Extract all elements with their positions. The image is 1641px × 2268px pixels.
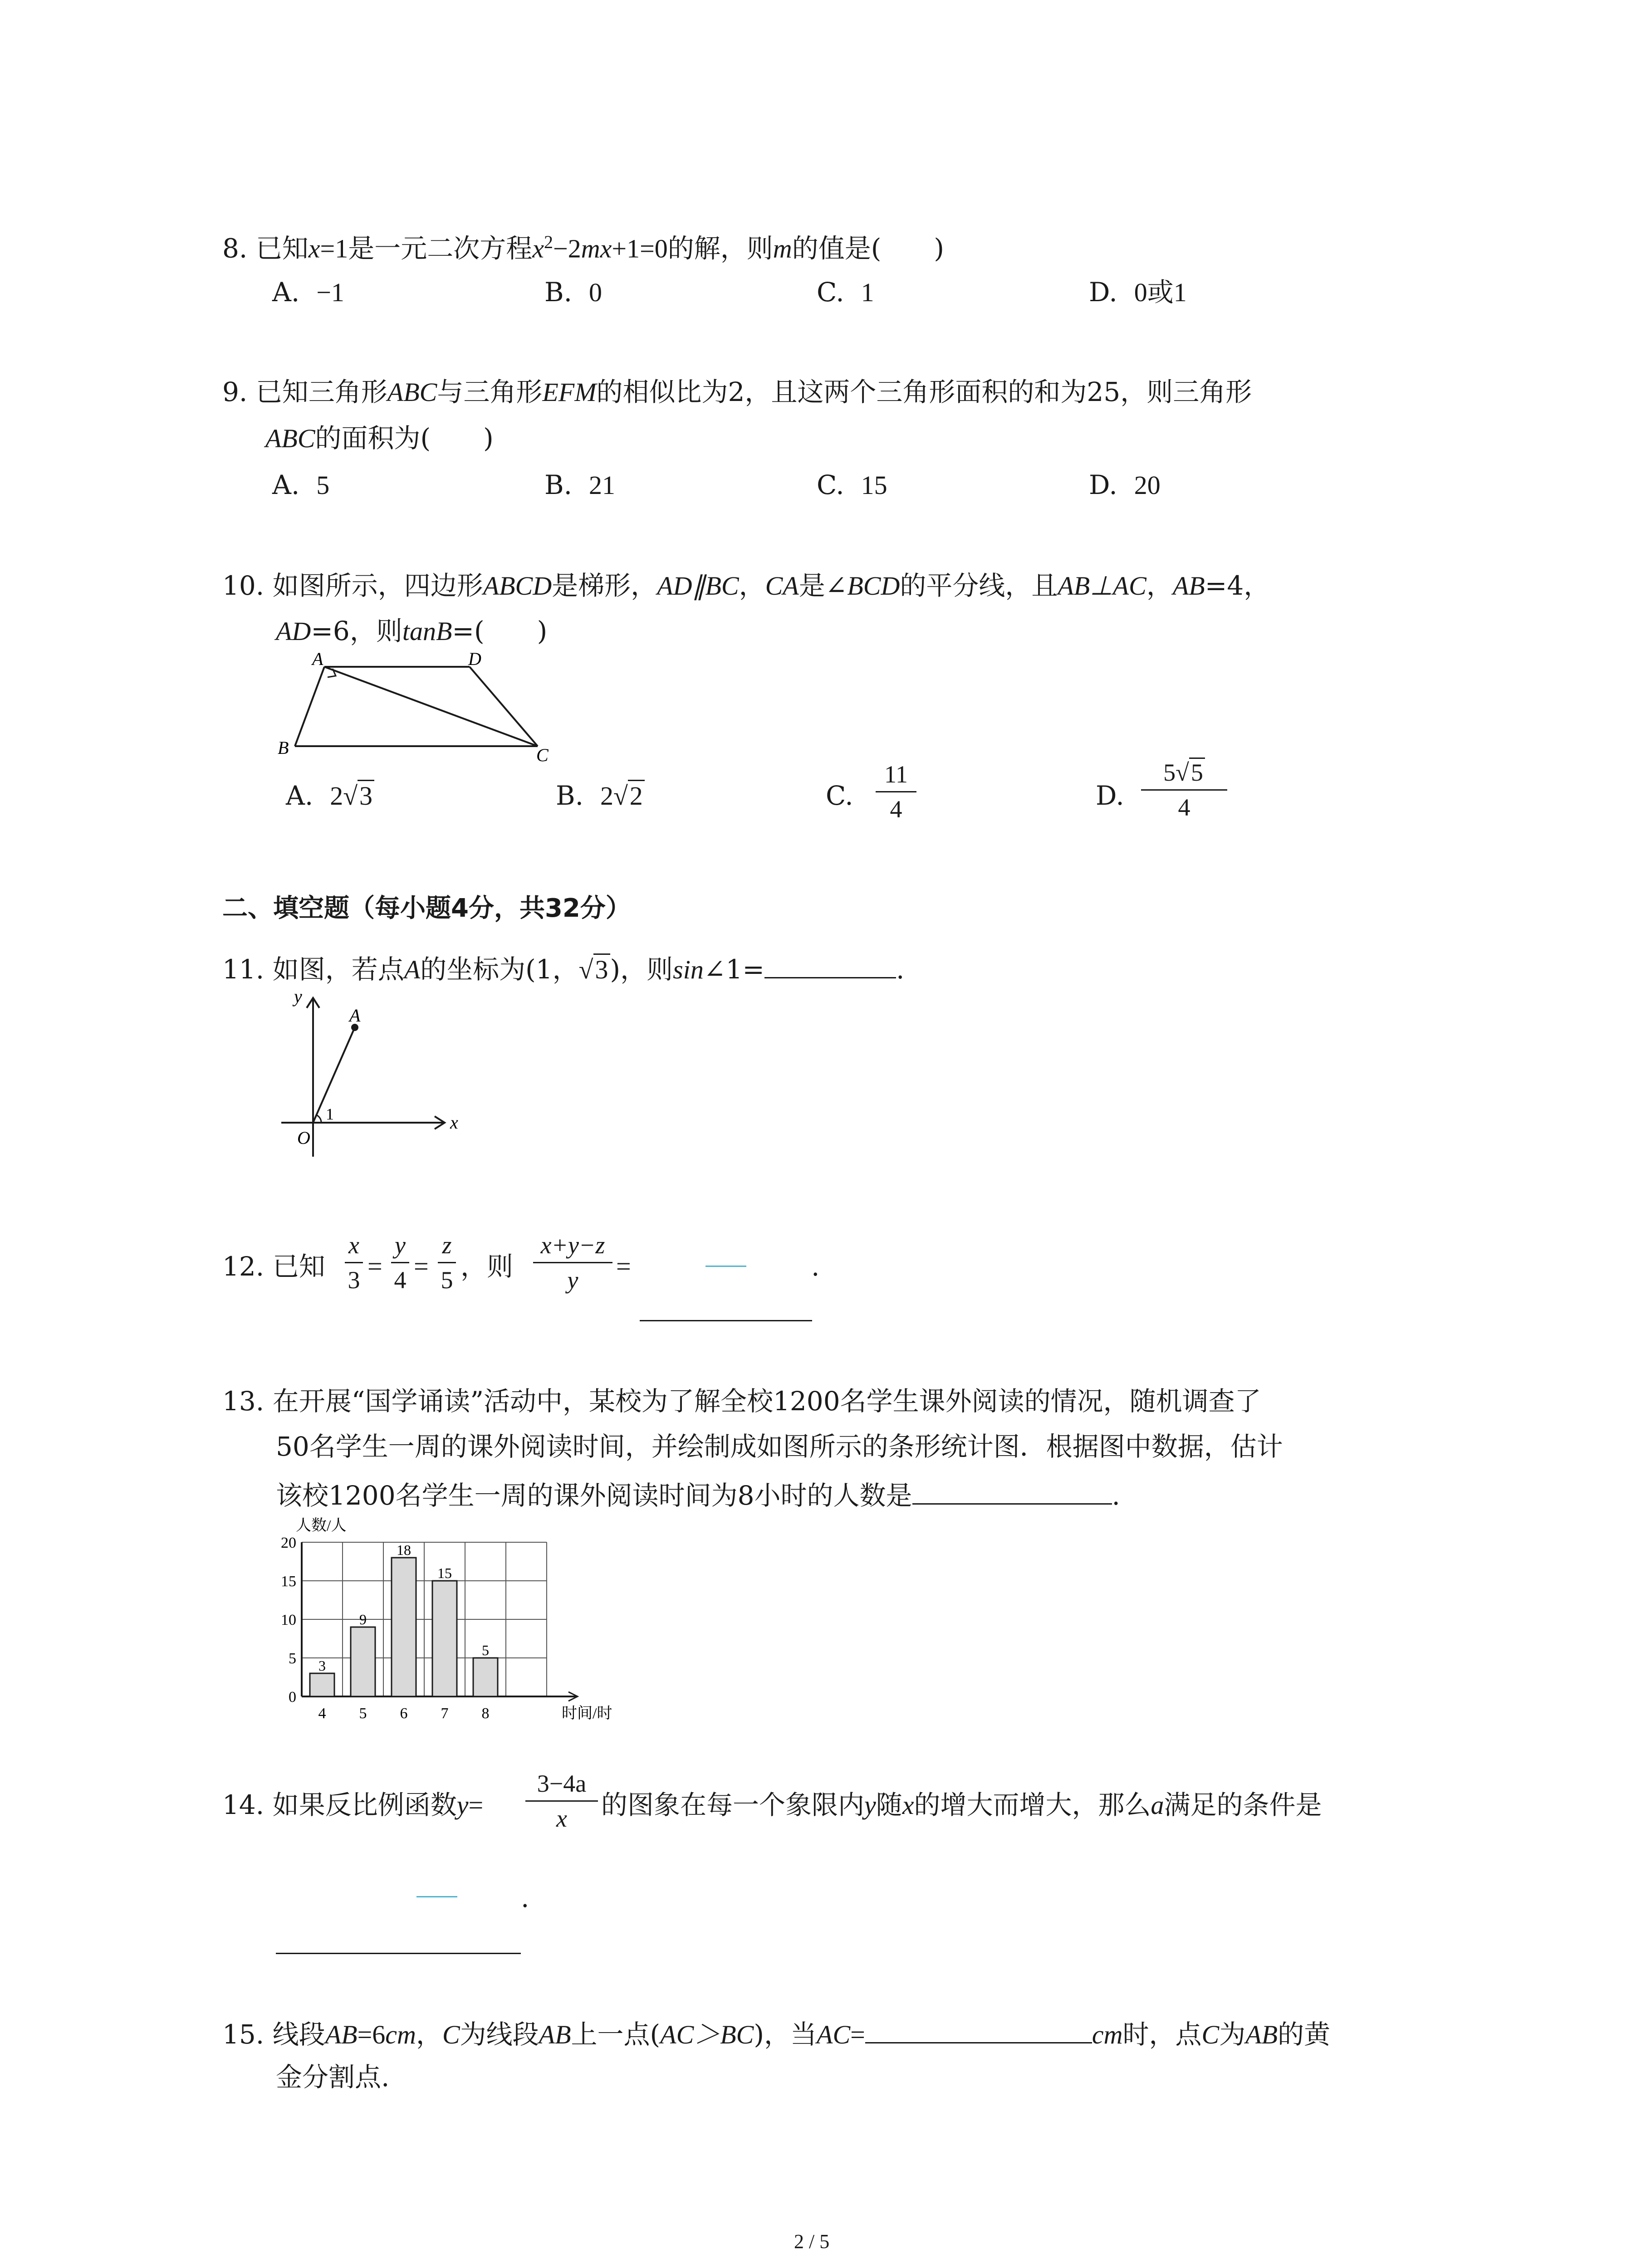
- q8-option-c[interactable]: C. 1: [817, 277, 874, 308]
- section-heading: 二、填空题（每小题4分，共32分）: [222, 894, 631, 923]
- page-number: 2 / 5: [794, 2230, 830, 2253]
- chart-y-tick-label: 5: [289, 1650, 296, 1667]
- label-d: D: [468, 649, 481, 669]
- q10-option-d-label[interactable]: D.: [1096, 780, 1124, 811]
- chart-x-tick-label: 5: [359, 1705, 367, 1722]
- chart-x-tick-label: 6: [400, 1705, 408, 1722]
- chart-bar-value-label: 15: [437, 1565, 452, 1581]
- chart-x-tick-label: 8: [481, 1705, 490, 1722]
- chart-y-tick-label: 10: [281, 1612, 296, 1628]
- label-y: y: [294, 986, 302, 1007]
- q11-coordinate-figure: [272, 984, 472, 1166]
- q12-placeholder-mark: [705, 1266, 746, 1267]
- chart-bar: [432, 1581, 457, 1696]
- q9-stem-line1: 9. 已知三角形ABC与三角形EFM的相似比为2，且这两个三角形面积的和为25，则三角形: [222, 376, 1252, 407]
- q12-text-then: ，则: [460, 1251, 514, 1282]
- q8-option-a[interactable]: A. −1: [272, 277, 344, 308]
- chart-y-tick-label: 0: [289, 1689, 296, 1706]
- q10-stem-line1: 10. 如图所示，四边形ABCD是梯形，AD∥BC，CA是∠BCD的平分线，且AB⊥AC，AB=4，: [222, 570, 1270, 601]
- q12-frac-z-5: z 5: [438, 1233, 456, 1292]
- q12-eq1: =: [367, 1251, 382, 1281]
- chart-y-axis-label: 人数/人: [296, 1517, 347, 1534]
- q10-option-c-fraction[interactable]: 11 4: [876, 762, 916, 821]
- q14-stem: 14. 如果反比例函数y=: [222, 1789, 484, 1820]
- chart-bar-value-label: 18: [397, 1542, 411, 1558]
- q11-answer-blank[interactable]: [764, 953, 896, 978]
- q14-fraction: 3−4a x: [525, 1771, 598, 1831]
- q14-dot: .: [521, 1882, 529, 1913]
- q13-line1: 13. 在开展“国学诵读”活动中，某校为了解全校1200名学生课外阅读的情况，随机调查了: [222, 1386, 1261, 1417]
- q8-option-d[interactable]: D. 0或1: [1089, 277, 1187, 308]
- trapezoid-side-ab: [295, 667, 324, 746]
- q9-option-c[interactable]: C. 15: [817, 469, 887, 500]
- q15-line2: 金分割点.: [276, 2062, 390, 2092]
- q12-eq2: =: [414, 1251, 429, 1281]
- q14-placeholder-mark: [416, 1896, 457, 1897]
- chart-bar-value-label: 3: [318, 1657, 326, 1674]
- chart-bar: [392, 1558, 416, 1696]
- q9-option-a[interactable]: A. 5: [272, 469, 330, 500]
- label-x: x: [450, 1112, 458, 1133]
- chart-bar-value-label: 5: [482, 1642, 489, 1658]
- chart-bar: [310, 1673, 334, 1696]
- q10-option-b[interactable]: B. 2√2: [556, 782, 645, 809]
- q13-bar-chart: [272, 1515, 612, 1728]
- chart-bar-value-label: 9: [359, 1611, 367, 1628]
- q10-trapezoid-figure: [268, 649, 563, 765]
- label-angle-1: 1: [326, 1105, 334, 1123]
- q12-dot: .: [811, 1251, 820, 1282]
- chart-x-tick-label: 7: [441, 1705, 449, 1722]
- q14-answer-blank[interactable]: [276, 1953, 521, 1954]
- q12-eq3: =: [616, 1251, 631, 1281]
- chart-x-axis-label: 时间/时: [562, 1705, 612, 1722]
- angle-arc: [316, 1115, 321, 1123]
- q9-option-d[interactable]: D. 20: [1089, 469, 1161, 500]
- q14-stem-tail: 的图象在每一个象限内y随x的增大而增大，那么a满足的条件是: [601, 1789, 1322, 1820]
- q10-option-d-fraction[interactable]: 5√5 4: [1141, 760, 1227, 820]
- q9-stem-line2: ABC的面积为( ): [265, 423, 494, 454]
- chart-y-tick-label: 20: [281, 1535, 296, 1551]
- q12-frac-expr: x+y−z y: [533, 1233, 612, 1292]
- q15-line1: 15. 线段AB=6cm，C为线段AB上一点(AC＞BC)，当AC= cm时，点C为AB的黄: [222, 2019, 1331, 2050]
- q13-line2: 50名学生一周的课外阅读时间，并绘制成如图所示的条形统计图．根据图中数据，估计: [276, 1431, 1283, 1462]
- q10-option-c-label[interactable]: C.: [826, 780, 853, 811]
- label-a: A: [312, 649, 323, 669]
- chart-bar: [351, 1627, 375, 1696]
- q10-stem-line2: AD=6，则tanB=( ): [276, 616, 548, 646]
- trapezoid-diagonal-ac: [324, 667, 538, 746]
- q8-option-b[interactable]: B. 0: [544, 277, 602, 308]
- q12-frac-y-4: y 4: [391, 1233, 409, 1292]
- q8-stem: 8. 已知x=1是一元二次方程$x^2-2mx+1=0$的解，则m的值是( ): [222, 232, 944, 264]
- q13-line3: 该校1200名学生一周的课外阅读时间为8小时的人数是 .: [276, 1480, 1120, 1511]
- label-o: O: [297, 1128, 310, 1148]
- label-c: C: [536, 745, 549, 765]
- chart-y-tick-label: 15: [281, 1573, 296, 1590]
- q9-option-b[interactable]: B. 21: [544, 469, 615, 500]
- q12-frac-x-3: x 3: [345, 1233, 363, 1292]
- q12-num: 12. 已知: [222, 1251, 325, 1282]
- chart-bar: [473, 1658, 498, 1696]
- q10-option-a[interactable]: A. 2√3: [286, 782, 374, 809]
- chart-x-tick-label: 4: [318, 1705, 326, 1722]
- q12-answer-blank[interactable]: [640, 1320, 812, 1321]
- q15-answer-blank[interactable]: [865, 2019, 1092, 2043]
- label-b: B: [278, 738, 289, 758]
- q13-answer-blank[interactable]: [912, 1480, 1112, 1505]
- q11-stem: 11. 如图，若点A的坐标为(1，√3)，则sin∠1= .: [222, 954, 905, 985]
- ray-oa: [313, 1027, 355, 1123]
- label-a: A: [349, 1005, 361, 1026]
